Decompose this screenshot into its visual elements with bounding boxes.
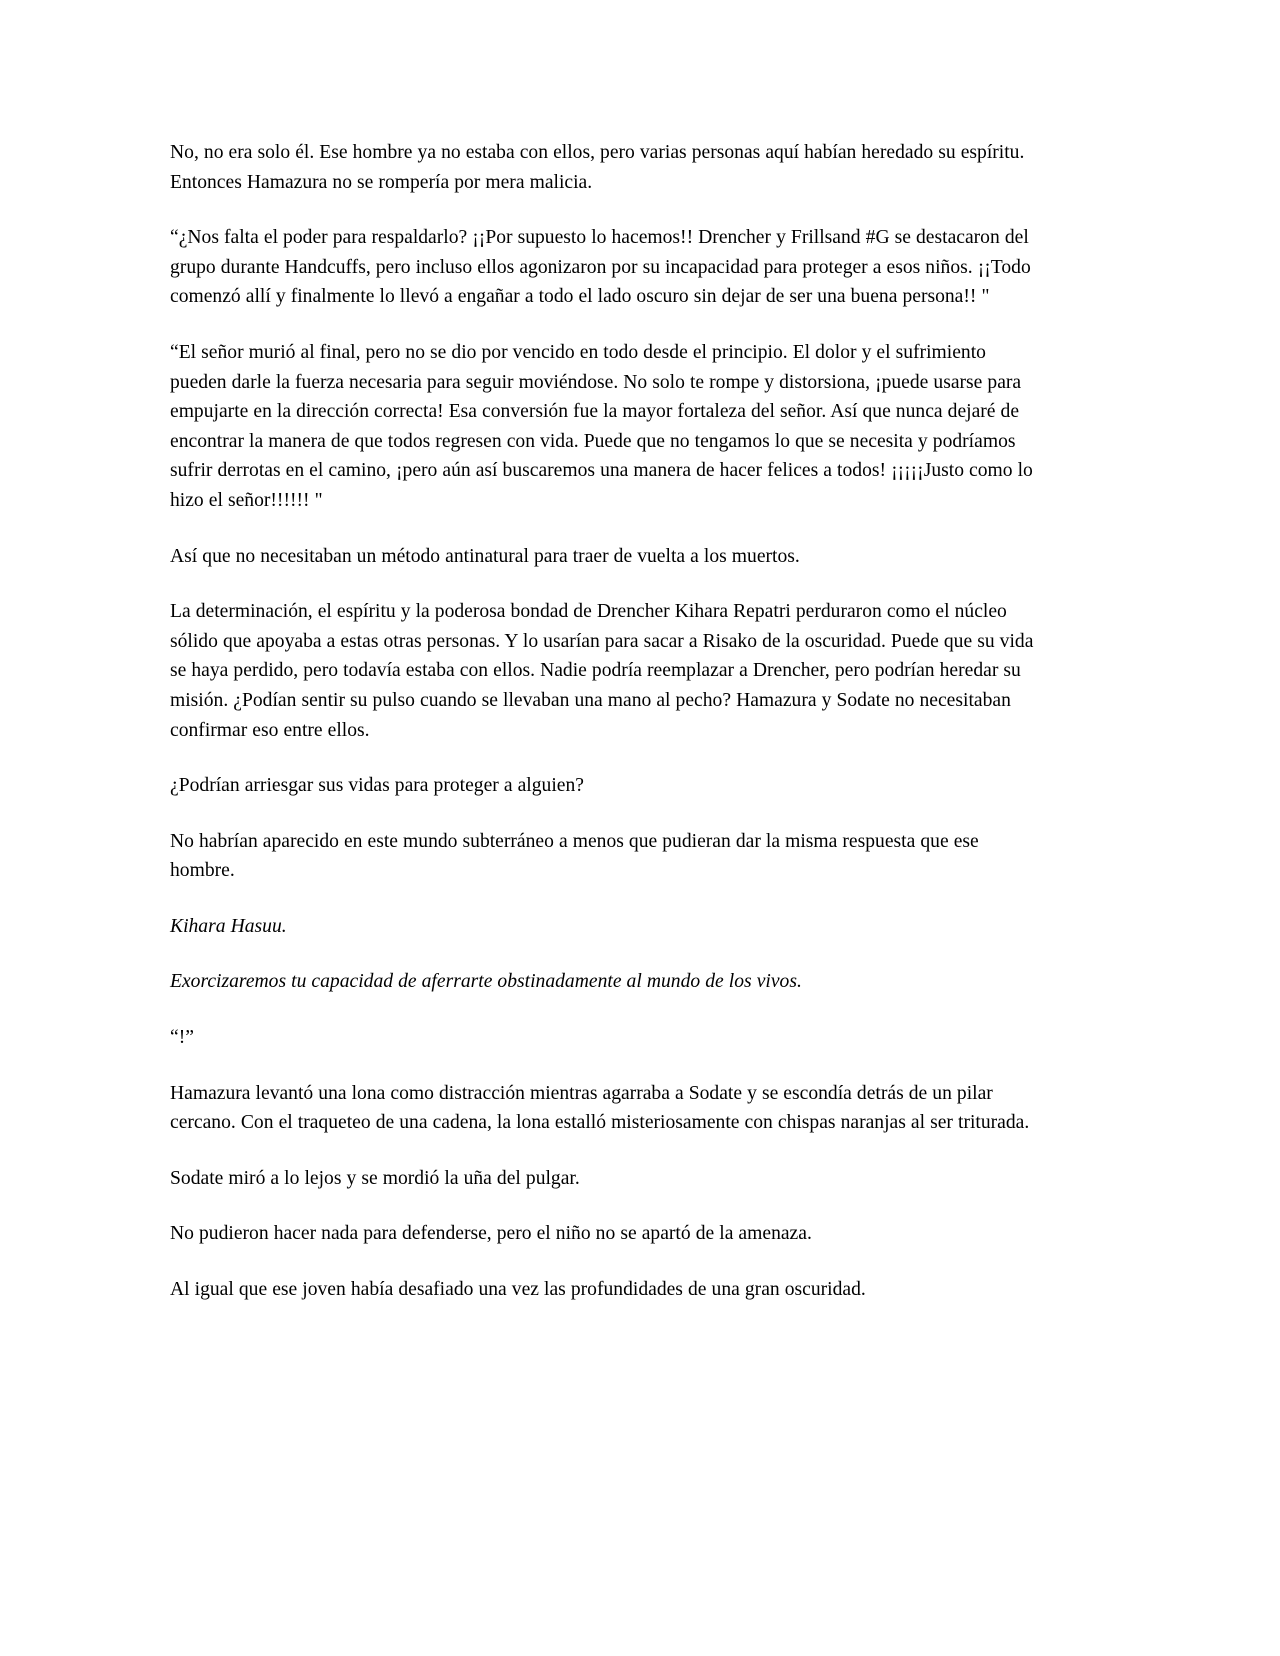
paragraph-8-character-name: Kihara Hasuu. — [170, 915, 287, 937]
paragraph-4: Así que no necesitaban un método antinatural para traer de vuelta a los muertos. — [170, 545, 800, 567]
paragraph-11: Hamazura levantó una lona como distracción mientras agarraba a Sodate y se escondía detrás de un pilar cercano. Con el traqueteo de una cadena, la lona estalló misteriosamente con chispas naranjas al ser triturada. — [170, 1082, 1030, 1134]
paragraph-1: No, no era solo él. Ese hombre ya no estaba con ellos, pero varias personas aquí habían heredado su espíritu. Entonces Hamazura no se rompería por mera malicia. — [170, 142, 1025, 193]
paragraph-7: No habrían aparecido en este mundo subterráneo a menos que pudieran dar la misma respuesta que ese hombre. — [170, 830, 979, 882]
paragraph-6: ¿Podrían arriesgar sus vidas para proteger a alguien? — [170, 775, 584, 797]
paragraph-9-italic-line: Exorcizaremos tu capacidad de aferrarte obstinadamente al mundo de los vivos. — [170, 971, 802, 993]
paragraph-5: La determinación, el espíritu y la poderosa bondad de Drencher Kihara Repatri perduraron como el núcleo sólido que apoyaba a estas otras personas. Y lo usarían para sacar a Risako de la oscuridad. Puede que su vida se haya perdido, pero todavía estaba con ellos. Nadie podría reemplazar a Drencher, pero podrían heredar su misión. ¿Podían sentir su pulso cuando se llevaban una mano al pecho? Hamazura y Sodate no necesitaban confirmar eso entre ellos. — [170, 601, 1034, 741]
paragraph-14: Al igual que ese joven había desafiado una vez las profundidades de una gran oscuridad. — [170, 1279, 866, 1301]
paragraph-3: “El señor murió al final, pero no se dio por vencido en todo desde el principio. El dolor y el sufrimiento pueden darle la fuerza necesaria para seguir moviéndose. No solo te rompe y distorsiona, ¡puede usarse para empujarte en la dirección correcta! Esa conversión fue la mayor fortaleza del señor. Así que nunca dejaré de encontrar la manera de que todos regresen con vida. Puede que no tengamos lo que se necesita y podríamos sufrir derrotas en el camino, ¡pero aún así buscaremos una manera de hacer felices a todos! ¡¡¡¡¡Justo como lo hizo el señor!!!!!! " — [170, 341, 1033, 511]
document-text-body — [170, 138, 1046, 1305]
paragraph-12: Sodate miró a lo lejos y se mordió la uña del pulgar. — [170, 1167, 580, 1189]
paragraph-13: No pudieron hacer nada para defenderse, pero el niño no se apartó de la amenaza. — [170, 1223, 812, 1245]
paragraph-2: “¿Nos falta el poder para respaldarlo? ¡¡Por supuesto lo hacemos!! Drencher y Frillsand #G se destacaron del grupo durante Handcuffs, pero incluso ellos agonizaron por su incapacidad para proteger a esos niños. ¡¡Todo comenzó allí y finalmente lo llevó a engañar a todo el lado oscuro sin dejar de ser una buena persona!! " — [170, 227, 1031, 308]
paragraph-10-short-quote: “!” — [170, 1027, 194, 1049]
